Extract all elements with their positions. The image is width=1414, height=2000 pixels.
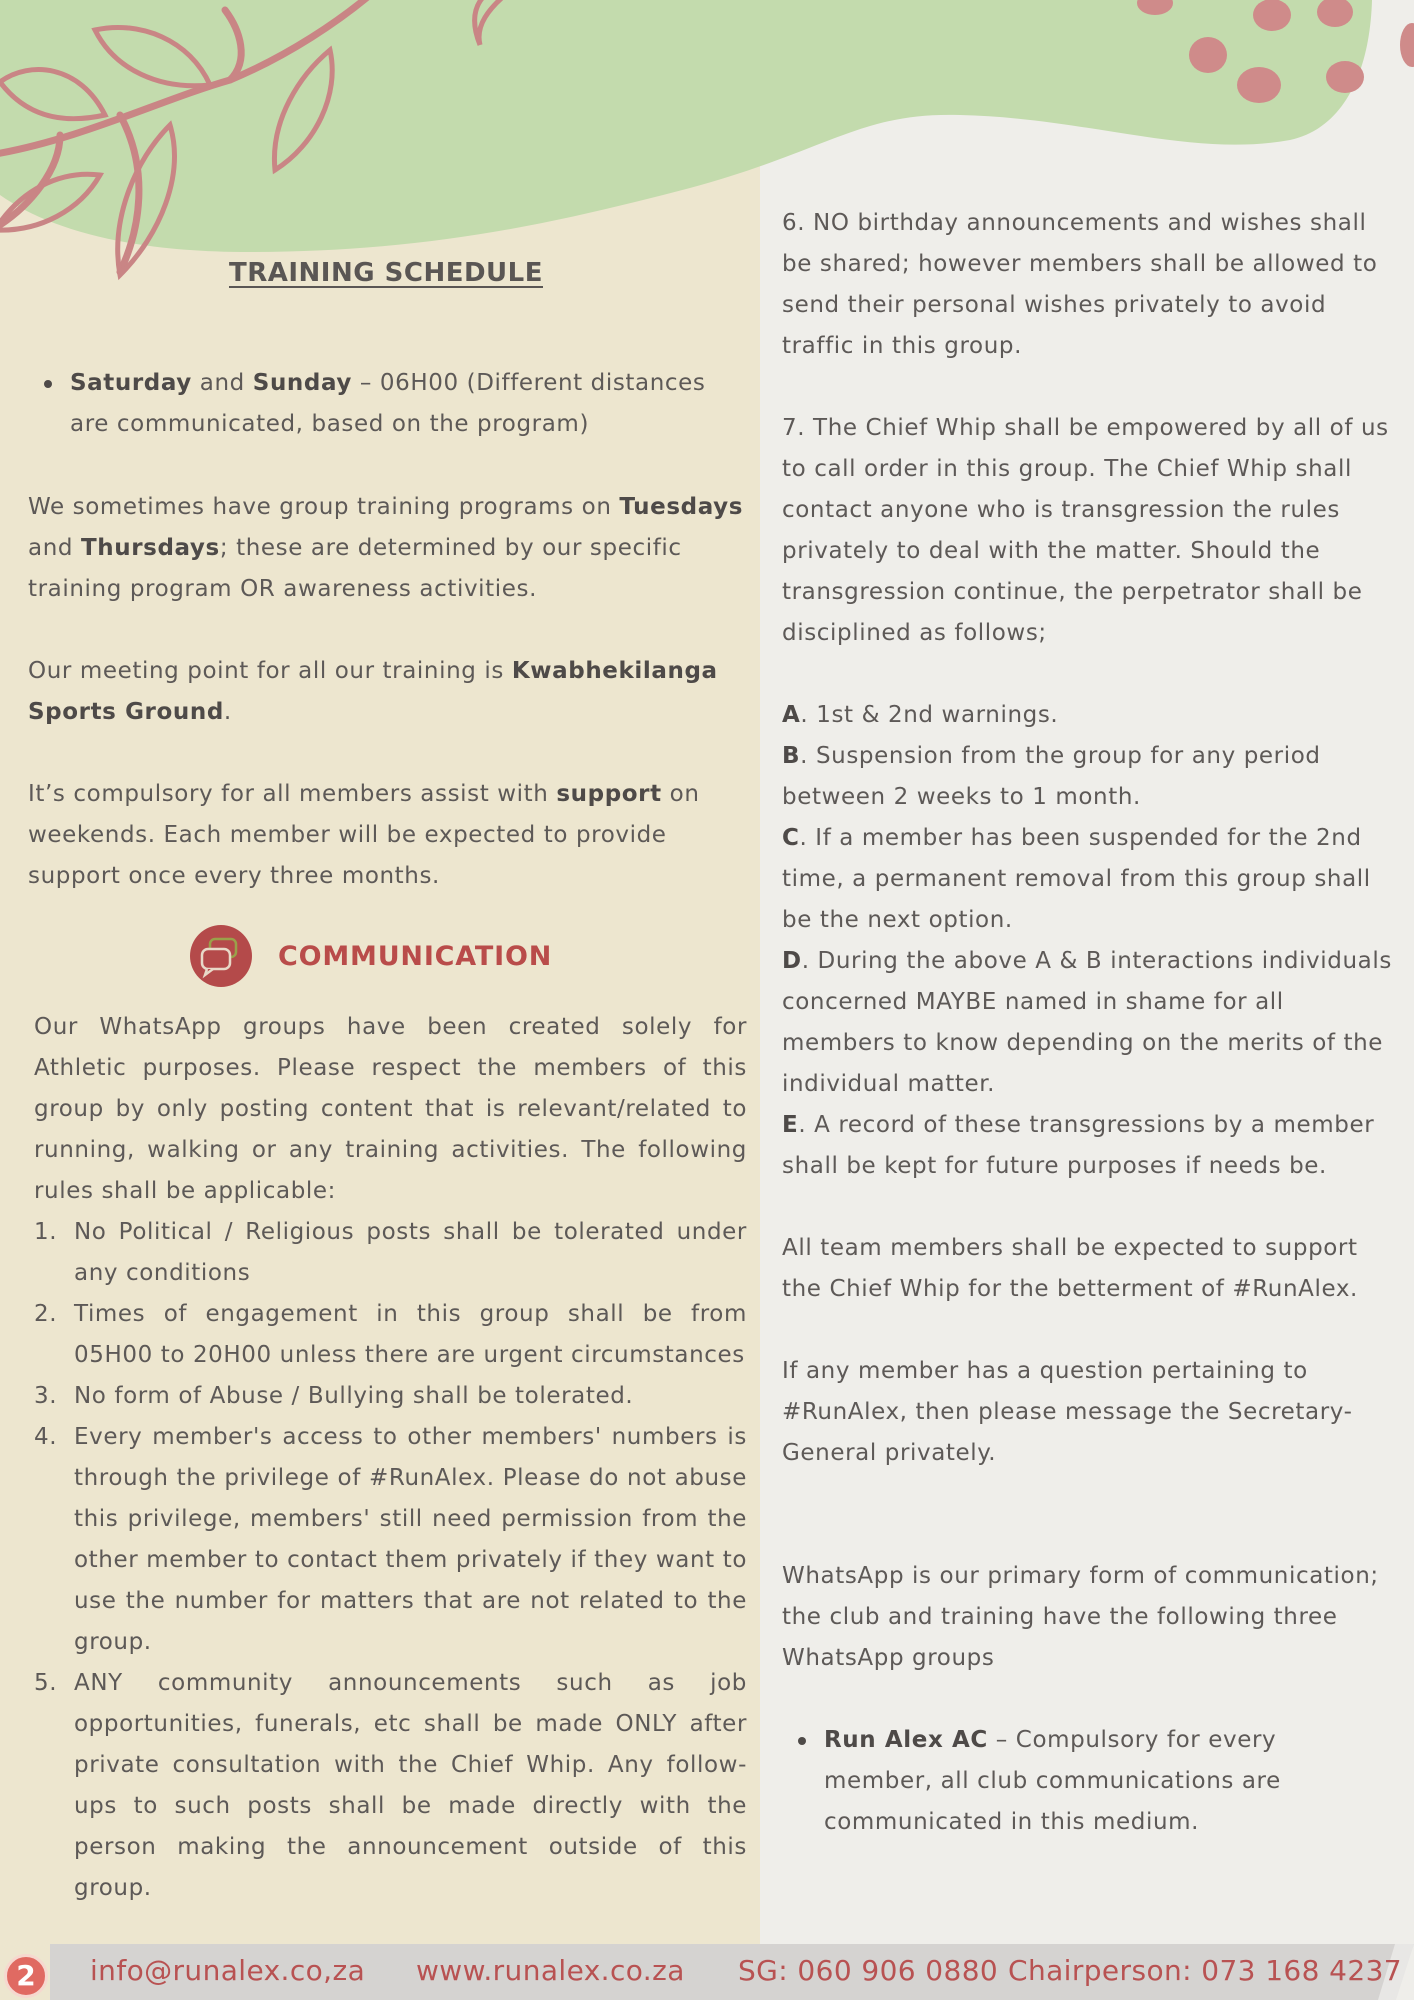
communication-intro: Our WhatsApp groups have been created solely for Athletic purposes. Please respect the members of this group by only posting content that is relevant/related to running, walking or any training activities. The following rules shall be applicable: [34, 1014, 747, 1204]
meeting-point-paragraph: Our meeting point for all our training is Kwabhekilanga Sports Ground. [28, 658, 718, 725]
rule-6-paragraph: 6. NO birthday announcements and wishes shall be shared; however members shall be allowed to send their personal wishes privately to avoid traffic in this group. [782, 210, 1378, 359]
whatsapp-paragraph: WhatsApp is our primary form of communication; the club and training have the following three WhatsApp groups [782, 1563, 1379, 1671]
page-number-badge: 2 [4, 1954, 48, 1998]
chat-bubbles-icon [190, 925, 252, 987]
question-paragraph: If any member has a question pertaining to #RunAlex, then please message the Secretary-General privately. [782, 1358, 1353, 1466]
communication-heading [190, 924, 552, 988]
rules-list [34, 1212, 747, 1909]
rule-item: 2. Times of engagement in this group shall be from 05H00 to 20H00 unless there are urgent circumstances [34, 1301, 747, 1368]
footer-sg-phone: SG: 060 906 0880 [738, 1954, 999, 1987]
training-days-list [28, 363, 728, 445]
footer-email-link[interactable]: info@runalex.co,za [90, 1954, 366, 1987]
training-schedule-title: TRAINING SCHEDULE [229, 258, 543, 288]
weekend-training-item: Saturday and Sunday – 06H00 (Different distances are communicated, based on the program) [70, 363, 728, 445]
communication-title: COMMUNICATION [278, 940, 553, 972]
rule-item: 3. No form of Abuse / Bullying shall be tolerated. [34, 1383, 634, 1409]
footer-chairperson-phone: Chairperson: 073 168 4237 [1008, 1954, 1403, 1987]
rule-item: 5. ANY community announcements such as job opportunities, funerals, etc shall be made ONLY after private consultation with the Chief Whip. Any follow-ups to such posts shall be made directly with the person making the announcement outside of this group. [34, 1670, 747, 1901]
discipline-steps [782, 695, 1392, 1187]
rule-item: 1. No Political / Religious posts shall be tolerated under any conditions [34, 1219, 747, 1286]
discipline-step: C. If a member has been suspended for the 2nd time, a permanent removal from this group shall be the next option. [782, 825, 1371, 933]
footer-website-link[interactable]: www.runalex.co.za [416, 1954, 685, 1987]
whatsapp-groups-list [782, 1720, 1392, 1843]
rule-item: 4. Every member's access to other members' numbers is through the privilege of #RunAlex. Please do not abuse this privilege, members' still need permission from the other member to contact them privately if they want to use the number for matters that are not related to the group. [34, 1424, 747, 1655]
discipline-step: D. During the above A & B interactions individuals concerned MAYBE named in shame for all members to know depending on the merits of the individual matter. [782, 948, 1392, 1097]
rule-7-paragraph: 7. The Chief Whip shall be empowered by all of us to call order in this group. The Chief Whip shall contact anyone who is transgression the rules privately to deal with the matter. Should the transgression continue, the perpetrator shall be disciplined as follows; [782, 415, 1389, 646]
discipline-step: E. A record of these transgressions by a member shall be kept for future purposes if needs be. [782, 1112, 1375, 1179]
discipline-step: B. Suspension from the group for any period between 2 weeks to 1 month. [782, 743, 1321, 810]
support-paragraph: It’s compulsory for all members assist with support on weekends. Each member will be expected to provide support once every three months. [28, 781, 700, 889]
support-chief-whip-paragraph: All team members shall be expected to support the Chief Whip for the betterment of #RunAlex. [782, 1235, 1358, 1302]
discipline-step: A. 1st & 2nd warnings. [782, 702, 1059, 728]
group-item-run-alex-ac: Run Alex AC – Compulsory for every member, all club communications are communicated in this medium. [824, 1720, 1392, 1843]
weekday-training-paragraph: We sometimes have group training programs on Tuesdays and Thursdays; these are determined by our specific training program OR awareness activities. [28, 494, 744, 602]
